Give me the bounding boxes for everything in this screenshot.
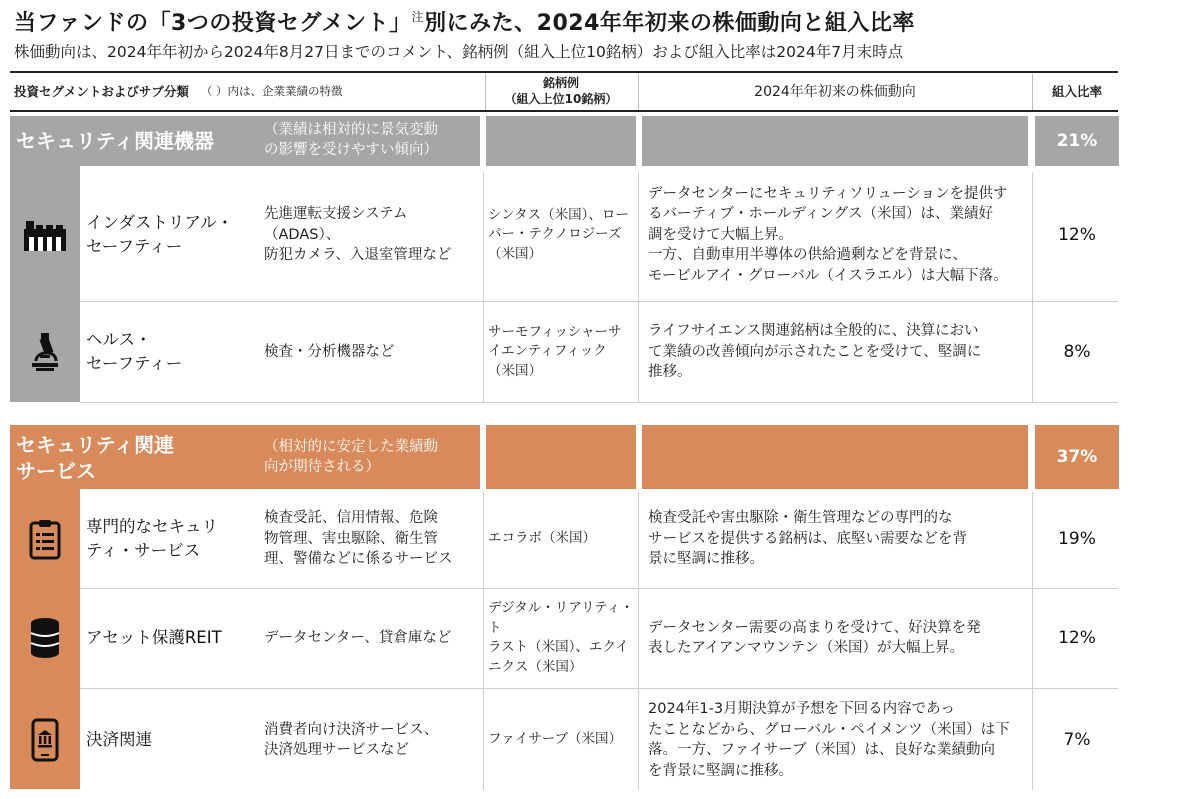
sub-trend: 検査受託や害虫駆除・衛生管理などの専門的な サービスを提供する銘柄は、底堅い需要などを背 景に堅調に推移。 xyxy=(648,510,967,568)
sub-trend: 2024年1-3月期決算が予想を下回る内容であっ たことなどから、グローバル・ペイメンツ（米国）は下 落。一方、ファイサーブ（米国）は、良好な業績動向 を背景に堅調に推移。 xyxy=(648,701,1010,779)
sub-weight: 12% xyxy=(1058,628,1096,648)
col-divider xyxy=(638,492,639,790)
header-segment-note: （ ）内は、企業業績の特徴 xyxy=(200,84,343,98)
clipboard-icon xyxy=(10,492,80,586)
row-divider xyxy=(80,588,1118,589)
segment-note: （業績は相対的に景気変動 の影響を受けやすい傾向） xyxy=(264,122,438,158)
sub-examples: エコラボ（米国） xyxy=(488,530,596,547)
header-trend: 2024年年初来の株価動向 xyxy=(754,84,916,100)
header-separator xyxy=(638,74,639,110)
segment-name: セキュリティ関連機器 xyxy=(16,129,214,153)
sub-name: ヘルス・ セーフティー xyxy=(86,330,183,373)
sub-examples: シンタス（米国）、ロー パー・テクノロジーズ （米国） xyxy=(488,206,629,262)
col-divider xyxy=(638,172,639,402)
sub-trend: データセンターにセキュリティソリューションを提供す るバーティブ・ホールディングス（米国）は、業績好 調を受けて大幅上昇。 一方、自動車用半導体の供給過剰などを背景に、 モービルアイ・グローバル（イスラエル）は大幅下落。 xyxy=(648,185,1008,284)
sub-desc: データセンター、貸倉庫など xyxy=(264,629,452,646)
sub-examples: デジタル・リアリティ・ト ラスト（米国）、エクイ ニクス（米国） xyxy=(488,600,634,675)
database-icon xyxy=(10,590,80,686)
segment-note: （相対的に安定した業績動 向が期待される） xyxy=(264,439,438,475)
sub-desc: 検査受託、信用情報、危険 物管理、害虫駆除、衛生管 理、警備などに係るサービス xyxy=(264,510,453,568)
col-divider xyxy=(1032,492,1033,790)
sub-weight: 7% xyxy=(1063,730,1091,750)
segment-name: セキュリティ関連 サービス xyxy=(16,433,174,483)
sub-weight: 19% xyxy=(1058,529,1096,549)
row-divider xyxy=(80,402,1118,403)
row-divider xyxy=(80,688,1118,689)
header-bottom-rule xyxy=(10,110,1118,112)
sub-name: 決済関連 xyxy=(86,730,152,749)
sub-examples: ファイサーブ（米国） xyxy=(488,731,623,748)
sub-name: 専門的なセキュリ ティ・サービス xyxy=(86,517,218,560)
col-divider xyxy=(1032,172,1033,402)
segment-weight: 21% xyxy=(1056,131,1098,151)
header-separator xyxy=(485,74,486,110)
row-divider xyxy=(80,301,1118,302)
segment-header-fill xyxy=(642,425,1028,489)
factory-icon xyxy=(10,172,80,298)
sub-weight: 8% xyxy=(1063,342,1091,362)
col-divider xyxy=(483,172,484,402)
mobile-bank-icon xyxy=(10,690,80,790)
header-separator xyxy=(1032,74,1033,110)
header-weight: 組入比率 xyxy=(1051,84,1102,99)
sub-examples: サーモフィッシャーサ イエンティフィック （米国） xyxy=(488,323,622,379)
sub-weight: 12% xyxy=(1058,225,1096,245)
header-examples: 銘柄例 （組入上位10銘柄） xyxy=(504,76,618,106)
col-divider xyxy=(483,492,484,790)
sub-trend: データセンター需要の高まりを受けて、好決算を発 表したアイアンマウンテン（米国）が大幅上昇。 xyxy=(648,619,981,656)
sub-name: アセット保護REIT xyxy=(86,628,222,647)
segment-header-fill xyxy=(642,116,1028,166)
segment-header-fill xyxy=(486,425,636,489)
page-subtitle: 株価動向は、2024年年初から2024年8月27日までのコメント、銘柄例（組入上位10銘柄）および組入比率は2024年7月末時点 xyxy=(14,43,904,61)
microscope-icon xyxy=(10,303,80,401)
header-segment: 投資セグメントおよびサブ分類 （ ）内は、企業業績の特徴 xyxy=(14,84,343,99)
sub-trend: ライフサイエンス関連銘柄は全般的に、決算におい て業績の改善傾向が示されたことを受けて、堅調に 推移。 xyxy=(648,323,982,381)
sub-desc: 消費者向け決済サービス、 決済処理サービスなど xyxy=(264,721,439,758)
sub-desc: 検査・分析機器など xyxy=(264,343,395,360)
segment-header-fill xyxy=(486,116,636,166)
page-title: 当ファンドの「3つの投資セグメント」$^注$別にみた、2024年年初来の株価動向と組入比率 xyxy=(14,10,915,36)
segment-weight: 37% xyxy=(1056,447,1098,467)
sub-desc: 先進運転支援システム （ADAS）、 防犯カメラ、入退室管理など xyxy=(264,206,452,264)
sub-name: インダストリアル・ セーフティー xyxy=(86,213,234,256)
